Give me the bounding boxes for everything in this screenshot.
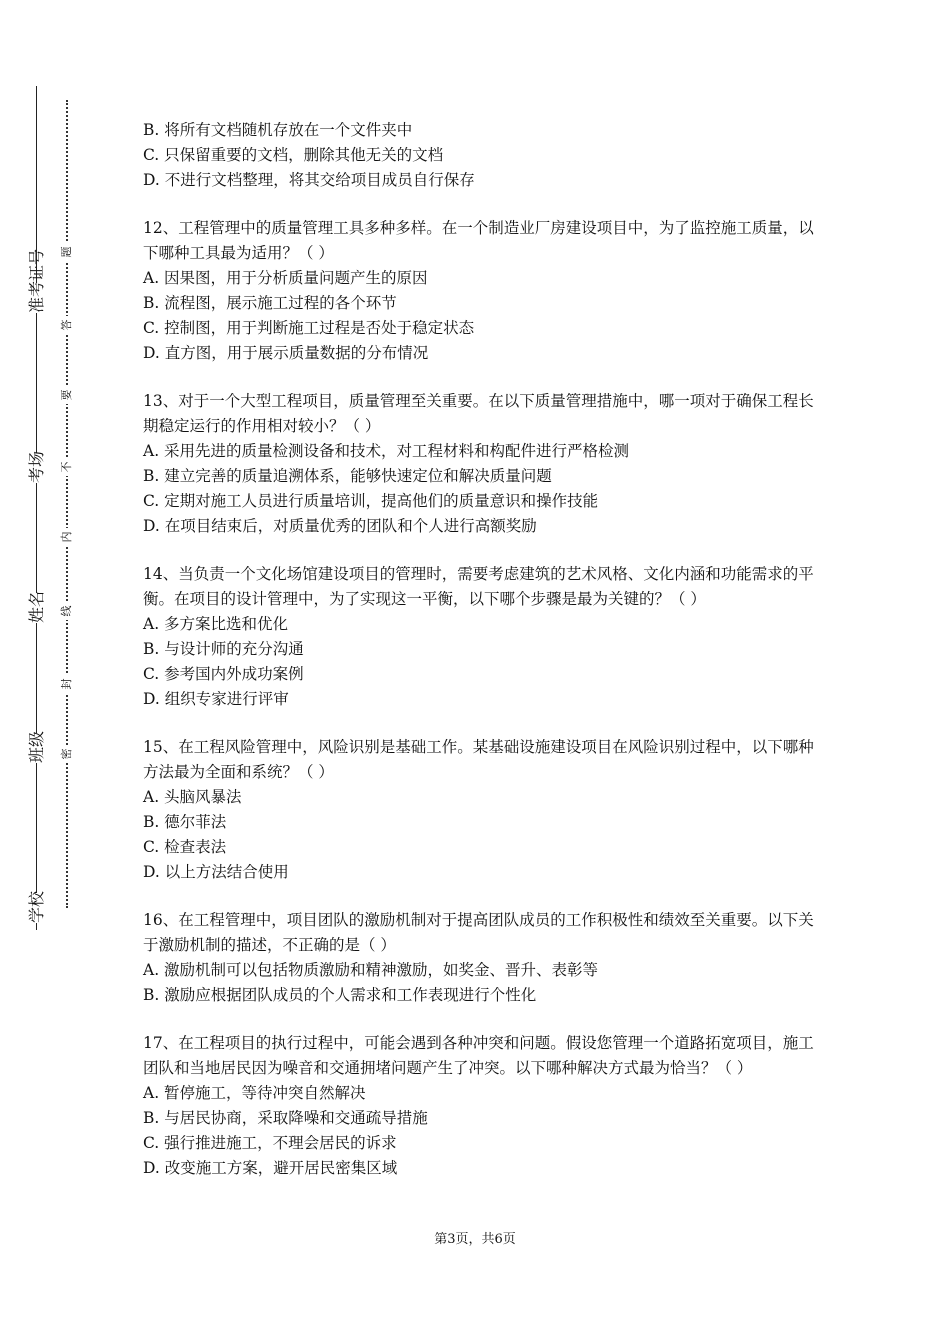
seal-mark: 不 — [60, 458, 74, 476]
option: B. 流程图，展示施工过程的各个环节 — [143, 294, 397, 312]
seal-mark: 封 — [60, 675, 74, 693]
option: B. 与设计师的充分沟通 — [143, 640, 304, 658]
seal-mark: 密 — [60, 745, 74, 763]
option: A. 激励机制可以包括物质激励和精神激励，如奖金、晋升、表彰等 — [143, 961, 599, 979]
exam-content — [143, 118, 823, 1181]
option: D. 不进行文档整理，将其交给项目成员自行保存 — [143, 171, 475, 189]
option: D. 以上方法结合使用 — [143, 863, 289, 881]
option: D. 改变施工方案，避开居民密集区域 — [143, 1159, 398, 1177]
question-14 — [143, 562, 823, 712]
option: C. 只保留重要的文档，删除其他无关的文档 — [143, 146, 444, 164]
option: D. 直方图，用于展示质量数据的分布情况 — [143, 344, 429, 362]
question-stem: 13、对于一个大型工程项目，质量管理至关重要。在以下质量管理措施中，哪一项对于确保工程长期稳定运行的作用相对较小？（ ） — [143, 392, 814, 435]
seal-dotted-line — [66, 100, 68, 908]
question-17 — [143, 1031, 823, 1181]
option: B. 将所有文档随机存放在一个文件夹中 — [143, 121, 413, 139]
leading-options — [143, 118, 823, 193]
option: A. 因果图，用于分析质量问题产生的原因 — [143, 269, 428, 287]
option: D. 在项目结束后，对质量优秀的团队和个人进行高额奖励 — [143, 517, 537, 535]
option: A. 暂停施工，等待冲突自然解决 — [143, 1084, 366, 1102]
option: D. 组织专家进行评审 — [143, 690, 289, 708]
seal-mark: 题 — [60, 243, 74, 261]
seal-mark: 要 — [60, 386, 74, 404]
option: C. 控制图，用于判断施工过程是否处于稳定状态 — [143, 319, 475, 337]
seal-mark: 答 — [60, 316, 74, 334]
option: C. 参考国内外成功案例 — [143, 665, 304, 683]
question-stem: 12、工程管理中的质量管理工具多种多样。在一个制造业厂房建设项目中，为了监控施工质量，以下哪种工具最为适用？（ ） — [143, 219, 814, 262]
option: B. 激励应根据团队成员的个人需求和工作表现进行个性化 — [143, 986, 537, 1004]
option: B. 德尔菲法 — [143, 813, 227, 831]
question-stem: 17、在工程项目的执行过程中，可能会遇到各种冲突和问题。假设您管理一个道路拓宽项目，施工团队和当地居民因为噪音和交通拥堵问题产生了冲突。以下哪种解决方式最为恰当？（ ） — [143, 1034, 814, 1077]
option: A. 采用先进的质量检测设备和技术，对工程材料和构配件进行严格检测 — [143, 442, 630, 460]
label-school: 学校 — [22, 893, 52, 923]
binding-solid-line — [36, 86, 37, 930]
option: A. 头脑风暴法 — [143, 788, 242, 806]
seal-mark: 线 — [60, 602, 74, 620]
question-13 — [143, 389, 823, 539]
seal-mark: 内 — [60, 528, 74, 546]
question-stem: 16、在工程管理中，项目团队的激励机制对于提高团队成员的工作积极性和绩效至关重要。以下关于激励机制的描述，不正确的是（ ） — [143, 911, 814, 954]
page-footer: 第3页，共6页 — [434, 1232, 516, 1247]
label-exam-number: 准考证号 — [22, 283, 52, 313]
option: A. 多方案比选和优化 — [143, 615, 289, 633]
option: C. 强行推进施工，不理会居民的诉求 — [143, 1134, 397, 1152]
question-16 — [143, 908, 823, 1008]
question-stem: 14、当负责一个文化场馆建设项目的管理时，需要考虑建筑的艺术风格、文化内涵和功能需求的平衡。在项目的设计管理中，为了实现这一平衡，以下哪个步骤是最为关键的？（ ） — [143, 565, 814, 608]
binding-margin — [0, 0, 110, 1344]
label-name: 姓名 — [22, 593, 52, 623]
label-exam-room: 考场 — [22, 453, 52, 483]
question-12 — [143, 216, 823, 366]
question-stem: 15、在工程风险管理中，风险识别是基础工作。某基础设施建设项目在风险识别过程中，以下哪种方法最为全面和系统？（ ） — [143, 738, 814, 781]
option: C. 检查表法 — [143, 838, 227, 856]
question-15 — [143, 735, 823, 885]
option: C. 定期对施工人员进行质量培训，提高他们的质量意识和操作技能 — [143, 492, 599, 510]
option: B. 建立完善的质量追溯体系，能够快速定位和解决质量问题 — [143, 467, 552, 485]
label-class: 班级 — [22, 733, 52, 763]
option: B. 与居民协商，采取降噪和交通疏导措施 — [143, 1109, 428, 1127]
